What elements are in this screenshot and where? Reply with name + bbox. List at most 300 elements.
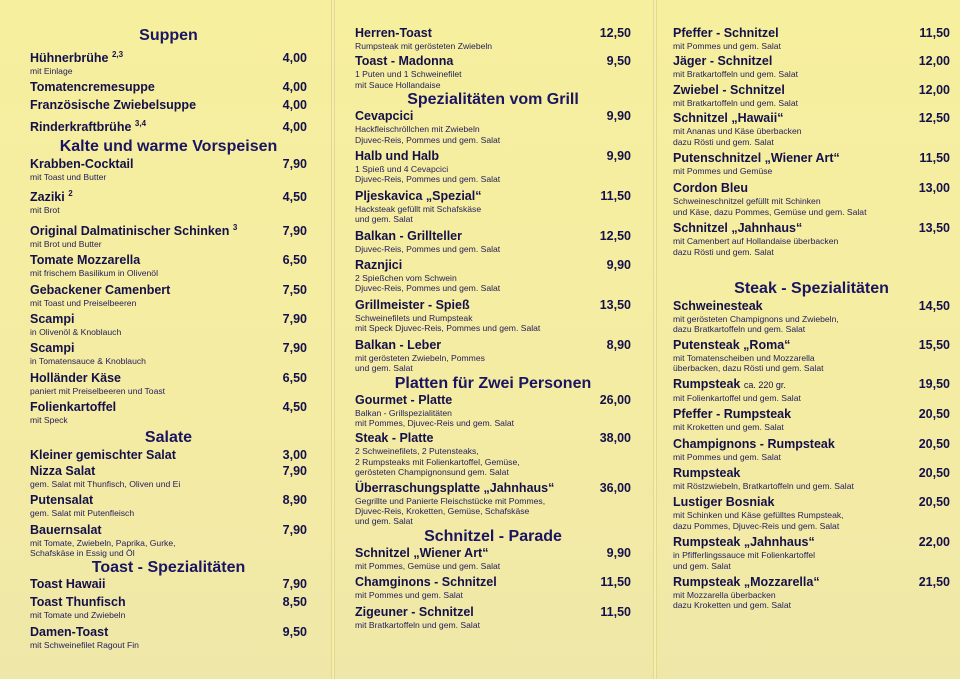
menu-item-row (30, 47, 307, 66)
dish-name: Gourmet - Platte (355, 392, 453, 407)
menu-item (355, 109, 631, 145)
dish-description: mit frischem Basilikum in Olivenöl (30, 268, 158, 279)
dish-description: Hacksteak gefüllt mit Schafskäse (355, 203, 482, 214)
fold-line (331, 0, 335, 679)
menu-item (355, 54, 631, 90)
dish-price: 11,50 (919, 151, 950, 166)
menu-item-row (30, 400, 307, 415)
dish-price: 20,50 (918, 407, 950, 422)
menu-item-row (673, 437, 950, 452)
dish-price: 15,50 (918, 337, 950, 352)
menu-item (673, 495, 950, 531)
menu-item-row (355, 229, 631, 244)
dish-name: Rinderkraftbrühe (30, 119, 132, 134)
dish-price: 8,50 (282, 595, 307, 610)
dish-name-group (673, 83, 785, 98)
dish-name: Hühnerbrühe (30, 51, 109, 66)
dish-price: 13,50 (918, 221, 950, 236)
dish-price: 4,00 (282, 97, 307, 112)
menu-item-row (30, 577, 307, 592)
dish-description: mit Pommes und gem. Salat (673, 41, 781, 51)
dish-price: 11,50 (600, 188, 631, 203)
dish-description: und gem. Salat (673, 560, 731, 571)
dish-price: 26,00 (599, 392, 631, 407)
dish-price: 3,00 (282, 447, 307, 462)
dish-name-group (673, 377, 786, 393)
menu-item-row (355, 338, 631, 353)
dish-description: 2 Rumpsteaks mit Folienkartoffel, Gemüse, (355, 456, 520, 467)
dish-name: Balkan - Leber (355, 337, 442, 352)
menu-item (673, 466, 950, 491)
menu-item-row (30, 220, 307, 239)
dish-description: mit Pommes und gem. Salat (673, 451, 781, 462)
dish-description: mit gerösteten Champignons und Zwiebeln, (673, 314, 839, 325)
dish-name-group (355, 605, 474, 620)
dish-price: 9,90 (606, 545, 631, 560)
dish-description: in Pfifferlingssauce mit Folienkartoffel (673, 550, 816, 561)
menu-item (355, 575, 631, 600)
menu-item-row (355, 109, 631, 124)
menu-item (30, 341, 307, 366)
dish-name-group (673, 111, 783, 126)
dish-description: mit Pommes, Gemüse und gem. Salat (355, 560, 501, 571)
dish-name-group (30, 493, 93, 508)
dish-price: 7,90 (282, 223, 307, 238)
menu-item-row (30, 80, 307, 95)
dish-name-group (30, 595, 126, 610)
dish-description: mit Bratkartoffeln und gem. Salat (673, 97, 798, 108)
dish-name: Scampi (30, 341, 75, 356)
dish-description: gem. Salat mit Thunfisch, Oliven und Ei (30, 478, 181, 489)
menu-item (673, 377, 950, 403)
menu-item-row (673, 495, 950, 510)
dish-name: Grillmeister - Spieß (355, 297, 470, 312)
dish-price: 11,50 (600, 604, 631, 619)
menu-item (673, 535, 950, 571)
dish-price: 7,90 (282, 341, 307, 356)
dish-description: Djuvec-Reis, Pommes und gem. Salat (355, 243, 501, 254)
menu-item-row (673, 377, 950, 393)
menu-item (30, 523, 307, 559)
menu-item-row (673, 221, 950, 236)
menu-item (355, 26, 631, 51)
section-heading: Spezialitäten vom Grill (407, 91, 579, 109)
dish-description: dazu Pommes, Djuvec-Reis und gem. Salat (673, 520, 840, 531)
menu-item-row (30, 464, 307, 479)
dish-name-group (30, 312, 74, 327)
menu-item (30, 98, 307, 113)
dish-description: mit Tomatenscheiben und Mozzarella (673, 352, 815, 363)
dish-name-group (355, 431, 434, 446)
menu-item-row (673, 338, 950, 353)
section-heading: Kalte und warme Vorspeisen (59, 137, 278, 155)
dish-name: Rumpsteak „Mozzarella“ (673, 574, 820, 589)
dish-price: 20,50 (918, 436, 950, 451)
dish-name: Toast - Madonna (355, 54, 454, 69)
dish-price: 9,90 (606, 149, 631, 164)
allergen-note: 3,4 (134, 118, 147, 128)
dish-name: Cordon Bleu (673, 181, 748, 196)
menu-item (355, 258, 631, 294)
dish-description: mit Pommes, Djuvec-Reis und gem. Salat (355, 417, 515, 428)
dish-name: Champignons - Rumpsteak (673, 436, 835, 451)
menu-item (673, 83, 950, 108)
dish-name-group (30, 47, 123, 66)
dish-price: 7,90 (282, 463, 307, 478)
dish-price: 7,90 (282, 156, 307, 171)
dish-name: Putensalat (30, 493, 94, 508)
dish-name: Kleiner gemischter Salat (30, 447, 176, 462)
menu-item (30, 283, 307, 308)
dish-name-group (30, 341, 74, 356)
dish-description: mit Brot (30, 205, 60, 216)
dish-name: Scampi (30, 312, 75, 327)
menu-item (30, 625, 307, 650)
menu-item-row (673, 535, 950, 550)
dish-name: Französische Zwiebelsuppe (30, 97, 197, 112)
dish-price: 38,00 (599, 431, 631, 446)
menu-item-row (673, 299, 950, 314)
dish-price: 4,00 (282, 119, 307, 134)
dish-price: 13,00 (918, 181, 950, 196)
menu-item (355, 229, 631, 254)
dish-description: 1 Spieß und 4 Cevapcici (355, 164, 449, 175)
dish-description: mit Mozzarella überbacken (673, 589, 776, 600)
section-heading: Schnitzel - Parade (424, 527, 562, 545)
menu-item-row (355, 54, 631, 69)
dish-description: mit Speck Djuvec-Reis, Pommes und gem. Salat (355, 323, 541, 334)
dish-name-group (30, 371, 121, 386)
menu-item-row (673, 575, 950, 590)
section-heading: Suppen (139, 27, 198, 44)
dish-name-group (30, 625, 108, 640)
dish-name: Pfeffer - Rumpsteak (673, 407, 792, 422)
section-heading: Toast - Spezialitäten (91, 559, 246, 577)
dish-price: 11,50 (600, 575, 631, 590)
dish-price: 12,50 (599, 26, 631, 40)
menu-item (30, 371, 307, 396)
menu-item (355, 481, 631, 527)
menu-item (673, 437, 950, 462)
dish-price: 8,90 (606, 337, 631, 352)
menu-item (30, 493, 307, 518)
dish-price: 11,50 (919, 26, 950, 40)
dish-description: dazu Bratkartoffeln und gem. Salat (673, 324, 806, 335)
menu-item (355, 149, 631, 185)
dish-name: Halb und Halb (355, 149, 440, 164)
dish-price: 7,90 (282, 522, 307, 537)
dish-name-group (355, 258, 402, 273)
dish-price: 9,90 (606, 109, 631, 124)
dish-name: Rumpsteak „Jahnhaus“ (673, 535, 815, 550)
menu-item (355, 298, 631, 334)
dish-name-group (673, 437, 835, 452)
menu-item (30, 577, 307, 592)
dish-price: 6,50 (282, 370, 307, 385)
dish-description: mit Brot und Butter (30, 238, 102, 249)
dish-description: Schweinefilets und Rumpsteak (355, 312, 473, 323)
dish-price: 9,50 (282, 624, 307, 639)
dish-description: 2 Spießchen vom Schwein (355, 273, 457, 284)
menu-item-row (355, 575, 631, 590)
dish-name: Jäger - Schnitzel (673, 54, 773, 69)
dish-name-group (355, 546, 488, 561)
dish-description: mit Einlage (30, 66, 73, 77)
menu-item-row (673, 407, 950, 422)
dish-name-group (673, 495, 774, 510)
dish-description: 1 Puten und 1 Schweinefilet (355, 69, 462, 80)
dish-price: 6,50 (282, 253, 307, 268)
menu-item-row (30, 283, 307, 298)
menu-item (355, 338, 631, 374)
dish-name-group (30, 577, 105, 592)
dish-description: mit Schweinefilet Ragout Fin (30, 639, 139, 650)
dish-description: mit Ananas und Käse überbacken (673, 126, 802, 137)
dish-description: und gem. Salat (355, 516, 413, 527)
menu-item-row (30, 98, 307, 113)
dish-description: Schweineschnitzel gefüllt mit Schinken (673, 196, 821, 207)
dish-name-group (30, 116, 146, 135)
dish-description: dazu Rösti und gem. Salat (673, 246, 774, 257)
dish-price: 9,90 (606, 258, 631, 273)
dish-name: Rumpsteak (673, 376, 741, 391)
menu-item-row (355, 298, 631, 313)
menu-item-row (673, 151, 950, 166)
dish-name: Schnitzel „Wiener Art“ (355, 545, 489, 560)
dish-description: mit Camenbert auf Hollandaise überbacken (673, 236, 839, 247)
menu-item (30, 116, 307, 135)
menu-item (673, 575, 950, 611)
dish-name: Raznjici (355, 258, 403, 273)
dish-price: 4,50 (282, 400, 307, 415)
dish-description: Rumpsteak mit gerösteten Zwiebeln (355, 41, 493, 51)
menu-item-row (30, 595, 307, 610)
dish-description: Djuvec-Reis, Pommes und gem. Salat (355, 134, 501, 145)
menu-item-row (355, 26, 631, 41)
dish-description: mit Sauce Hollandaise (355, 79, 441, 90)
dish-name: Balkan - Grillteller (355, 228, 462, 243)
dish-description: in Olivenöl & Knoblauch (30, 327, 122, 338)
dish-name-group (30, 283, 170, 298)
menu-item-row (30, 157, 307, 172)
dish-description: mit Pommes und Gemüse (673, 166, 773, 177)
dish-name: Toast Thunfisch (30, 595, 126, 610)
menu-item (30, 220, 307, 250)
dish-description: und gem. Salat (355, 363, 413, 374)
dish-name: Damen-Toast (30, 624, 109, 639)
menu-column-2 (333, 0, 655, 679)
menu-item (673, 407, 950, 432)
section-heading: Steak - Spezialitäten (734, 280, 889, 298)
menu-item-row (30, 523, 307, 538)
dish-name: Zigeuner - Schnitzel (355, 604, 474, 619)
dish-description: mit Tomate, Zwiebeln, Paprika, Gurke, (30, 537, 176, 548)
dish-price: 19,50 (918, 376, 950, 391)
dish-name: Pfeffer - Schnitzel (673, 26, 779, 40)
dish-price: 13,50 (599, 297, 631, 312)
dish-name-group (355, 26, 432, 41)
menu-item-row (30, 253, 307, 268)
dish-name: Tomatencremesuppe (30, 79, 155, 94)
dish-price: 4,00 (282, 51, 307, 66)
dish-description: mit Pommes und gem. Salat (355, 590, 463, 601)
menu-item-row (673, 83, 950, 98)
menu-item (30, 186, 307, 216)
dish-price: 21,50 (918, 574, 950, 589)
menu-item-row (673, 26, 950, 41)
dish-name-group (355, 109, 413, 124)
dish-description: und gem. Salat (355, 214, 413, 225)
menu-item (30, 157, 307, 182)
dish-name-group (673, 26, 779, 41)
dish-description: gem. Salat mit Putenfleisch (30, 508, 135, 519)
menu-item-row (355, 546, 631, 561)
dish-description: mit gerösteten Zwiebeln, Pommes (355, 352, 485, 363)
dish-name: Steak - Platte (355, 431, 434, 446)
menu-item (673, 111, 950, 147)
dish-description: mit Bratkartoffeln und gem. Salat (355, 619, 480, 630)
dish-description: in Tomatensauce & Knoblauch (30, 356, 146, 367)
dish-name: Herren-Toast (355, 26, 432, 40)
menu-item (673, 54, 950, 79)
dish-name: Original Dalmatinischer Schinken (30, 223, 230, 238)
dish-name: Krabben-Cocktail (30, 156, 134, 171)
dish-description: Balkan - Grillspezialitäten (355, 407, 452, 418)
dish-name: Schnitzel „Hawaii“ (673, 111, 784, 126)
dish-name: Chamginons - Schnitzel (355, 575, 497, 590)
dish-name: Nizza Salat (30, 463, 96, 478)
menu-item-row (355, 431, 631, 446)
dish-name-group (355, 575, 497, 590)
dish-name-group (30, 448, 176, 463)
menu-item-row (355, 393, 631, 408)
dish-name-group (673, 338, 790, 353)
dish-name-group (673, 151, 840, 166)
dish-name: Zaziki (30, 190, 65, 205)
dish-name-group (355, 149, 439, 164)
dish-price: 4,00 (282, 79, 307, 94)
dish-name-group (30, 253, 140, 268)
dish-description: gerösteten Champignonsund gem. Salat (355, 467, 509, 478)
dish-name: Putenschnitzel „Wiener Art“ (673, 151, 840, 166)
allergen-note: 3 (232, 222, 238, 232)
dish-price: 36,00 (599, 480, 631, 495)
menu-item-row (355, 605, 631, 620)
dish-name-group (673, 221, 802, 236)
dish-name: Putensteak „Roma“ (673, 337, 791, 352)
dish-name: Tomate Mozzarella (30, 253, 141, 268)
section-heading: Platten für Zwei Personen (394, 374, 592, 392)
dish-description: mit Schinken und Käse gefülltes Rumpsteak, (673, 510, 844, 521)
dish-name-group (30, 523, 102, 538)
dish-weight: ca. 220 gr. (743, 379, 786, 390)
dish-price: 12,00 (918, 54, 950, 69)
menu-item-row (30, 186, 307, 205)
fold-line (653, 0, 657, 679)
dish-price: 14,50 (918, 299, 950, 314)
menu-item-row (355, 258, 631, 273)
dish-name-group (30, 186, 73, 205)
dish-name: Cevapcici (355, 109, 414, 124)
dish-description: Djuvec-Reis, Pommes und gem. Salat (355, 174, 501, 185)
menu-item (673, 181, 950, 217)
dish-description: und Käse, dazu Pommes, Gemüse und gem. Salat (673, 206, 867, 217)
menu-item-row (355, 149, 631, 164)
dish-description: Djuvec-Reis, Pommes und gem. Salat (355, 283, 501, 294)
menu-item (355, 189, 631, 225)
dish-name: Schweinesteak (673, 299, 763, 314)
dish-name-group (30, 464, 95, 479)
dish-description: mit Folienkartoffel und gem. Salat (673, 392, 801, 403)
menu-item (30, 448, 307, 463)
menu-item-row (673, 111, 950, 126)
dish-price: 7,90 (282, 312, 307, 327)
dish-name-group (355, 298, 470, 313)
dish-description: dazu Rösti und gem. Salat (673, 136, 774, 147)
dish-name: Toast Hawaii (30, 577, 106, 592)
menu-item-row (30, 448, 307, 463)
dish-description: mit Bratkartoffeln und gem. Salat (673, 69, 798, 80)
menu-item (673, 221, 950, 257)
dish-name: Bauernsalat (30, 522, 102, 537)
menu-item (30, 312, 307, 337)
dish-name-group (30, 98, 196, 113)
dish-description: Hackfleischröllchen mit Zwiebeln (355, 124, 480, 135)
menu-item (30, 400, 307, 425)
dish-name-group (355, 338, 441, 353)
dish-name-group (30, 80, 155, 95)
dish-description: mit Tomate und Zwiebeln (30, 610, 126, 621)
dish-name-group (355, 189, 481, 204)
menu-item-row (673, 466, 950, 481)
menu-item (30, 464, 307, 489)
dish-name: Folienkartoffel (30, 400, 117, 415)
dish-description: Djuvec-Reis, Kroketten, Gemüse, Schafskäse (355, 505, 530, 516)
menu-item (355, 393, 631, 429)
dish-name: Überraschungsplatte „Jahnhaus“ (355, 480, 555, 495)
menu-item (30, 80, 307, 95)
dish-name-group (30, 220, 237, 239)
dish-description: mit Kroketten und gem. Salat (673, 422, 784, 433)
menu-item-row (30, 625, 307, 640)
dish-name-group (673, 299, 763, 314)
dish-name-group (673, 535, 815, 550)
dish-description: 2 Schweinefilets, 2 Putensteaks, (355, 446, 479, 457)
menu-item-row (673, 54, 950, 69)
menu-item-row (30, 371, 307, 386)
dish-description: mit Röstzwiebeln, Bratkartoffeln und gem. Salat (673, 480, 854, 491)
menu-item (30, 253, 307, 278)
dish-description: mit Toast und Butter (30, 171, 107, 182)
dish-name-group (673, 466, 740, 481)
dish-description: dazu Kroketten und gem. Salat (673, 600, 792, 611)
dish-description: mit Speck (30, 415, 68, 426)
dish-description: überbacken, dazu Rösti und gem. Salat (673, 363, 824, 374)
dish-name-group (355, 54, 453, 69)
dish-name: Rumpsteak (673, 465, 741, 480)
dish-name-group (673, 181, 748, 196)
menu-item-row (30, 341, 307, 356)
dish-price: 12,50 (599, 228, 631, 243)
dish-description: paniert mit Preiselbeeren und Toast (30, 385, 166, 396)
dish-name: Holländer Käse (30, 370, 122, 385)
menu-item (355, 605, 631, 630)
menu-item-row (30, 116, 307, 135)
menu-item-row (355, 481, 631, 496)
dish-price: 20,50 (918, 465, 950, 480)
dish-price: 4,50 (282, 190, 307, 205)
dish-description: Schafskäse in Essig und Öl (30, 547, 135, 558)
